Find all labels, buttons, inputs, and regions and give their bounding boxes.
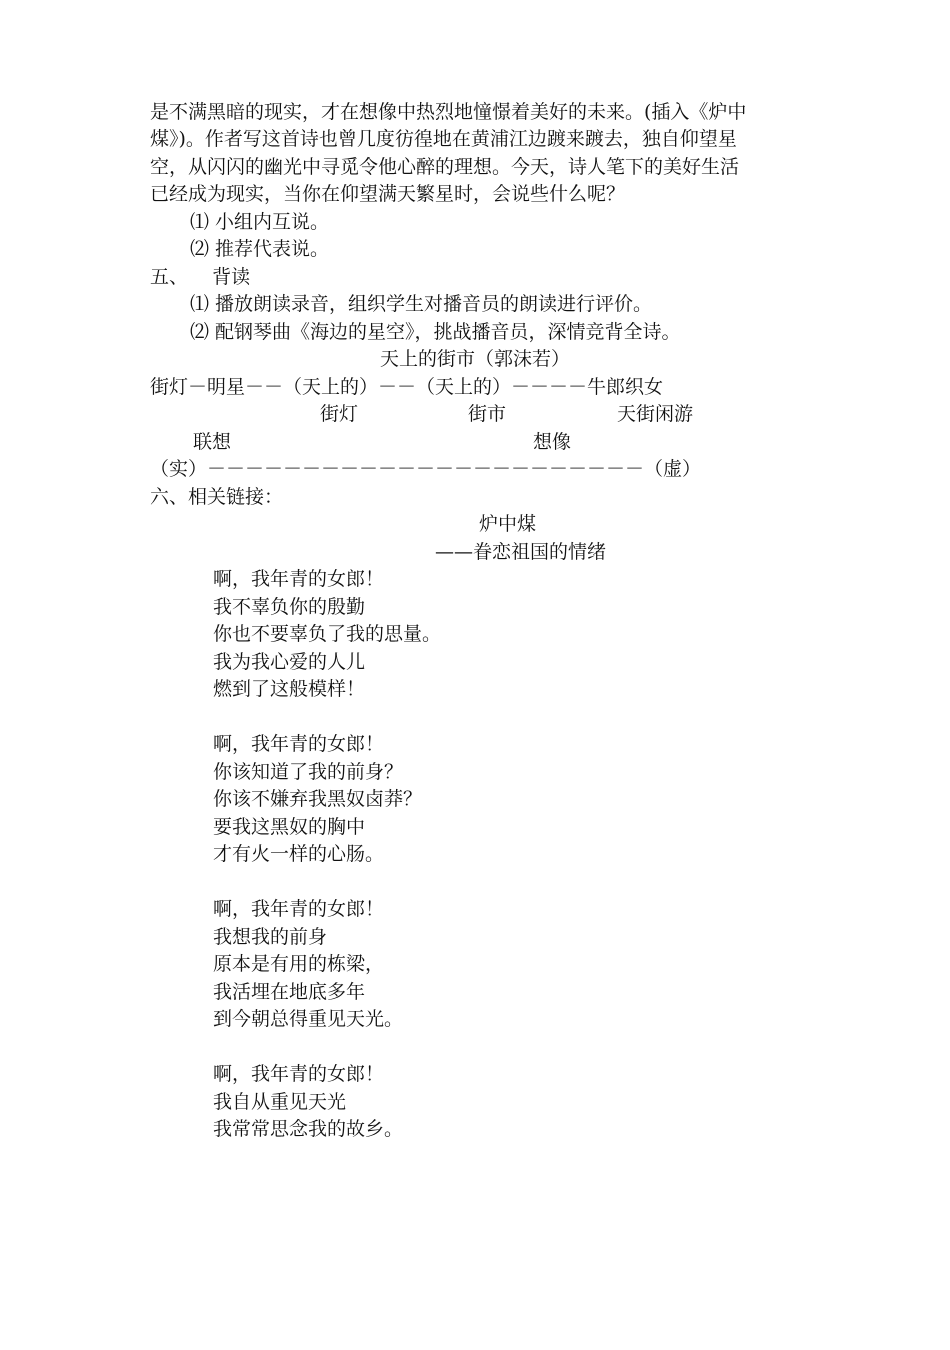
section-heading: 五、 背读 <box>150 266 251 288</box>
poem-line: 我常常思念我的故乡。 <box>213 1118 404 1140</box>
board-label: 街灯 <box>320 403 359 425</box>
board-row: （实）－－－－－－－－－－－－－－－－－－－－－－－（虚） <box>150 458 702 480</box>
list-item: ⑵ 配钢琴曲《海边的星空》，挑战播音员，深情竞背全诗。 <box>190 321 681 343</box>
section-heading: 六、相关链接： <box>150 486 284 508</box>
poem-line: 我为我心爱的人儿 <box>213 651 366 673</box>
board-label: 街市 <box>468 403 507 425</box>
paragraph-line: 煤》)。作者写这首诗也曾几度彷徨地在黄浦江边踱来踱去，独自仰望星 <box>150 128 737 150</box>
poem-line: 到今朝总得重见天光。 <box>213 1008 404 1030</box>
poem-subtitle: ——眷恋祖国的情绪 <box>435 541 607 563</box>
poem-line: 燃到了这般模样！ <box>213 678 366 700</box>
board-label: 想像 <box>533 431 572 453</box>
poem-line: 啊，我年青的女郎！ <box>213 733 385 755</box>
poem-line: 你该不嫌弃我黑奴卤莽？ <box>213 788 423 810</box>
board-title: 天上的街市（郭沫若） <box>379 348 570 370</box>
poem-line: 你该知道了我的前身？ <box>213 761 404 783</box>
poem-line: 我活埋在地底多年 <box>213 981 366 1003</box>
poem-line: 要我这黑奴的胸中 <box>213 816 366 838</box>
list-item: ⑵ 推荐代表说。 <box>190 238 330 260</box>
board-label: 联想 <box>193 431 232 453</box>
paragraph-line: 空，从闪闪的幽光中寻觅令他心醉的理想。今天，诗人笔下的美好生活 <box>150 156 740 178</box>
list-item: ⑴ 小组内互说。 <box>190 211 330 233</box>
poem-line: 才有火一样的心肠。 <box>213 843 385 865</box>
paragraph-line: 是不满黑暗的现实，才在想像中热烈地憧憬着美好的未来。(插入《炉中 <box>150 101 747 123</box>
paragraph-line: 已经成为现实，当你在仰望满天繁星时，会说些什么呢？ <box>150 183 626 205</box>
board-label: 天街闲游 <box>617 403 694 425</box>
poem-title: 炉中煤 <box>479 513 537 535</box>
poem-line: 我自从重见天光 <box>213 1091 347 1113</box>
poem-line: 我不辜负你的殷勤 <box>213 596 366 618</box>
poem-line: 啊，我年青的女郎！ <box>213 898 385 920</box>
poem-line: 你也不要辜负了我的思量。 <box>213 623 442 645</box>
poem-line: 我想我的前身 <box>213 926 328 948</box>
poem-line: 啊，我年青的女郎！ <box>213 1063 385 1085</box>
poem-line: 原本是有用的栋梁， <box>213 953 385 975</box>
poem-line: 啊，我年青的女郎！ <box>213 568 385 590</box>
board-row: 街灯－明星－－（天上的）－－（天上的）－－－－牛郎织女 <box>150 376 664 398</box>
list-item: ⑴ 播放朗读录音，组织学生对播音员的朗读进行评价。 <box>190 293 653 315</box>
